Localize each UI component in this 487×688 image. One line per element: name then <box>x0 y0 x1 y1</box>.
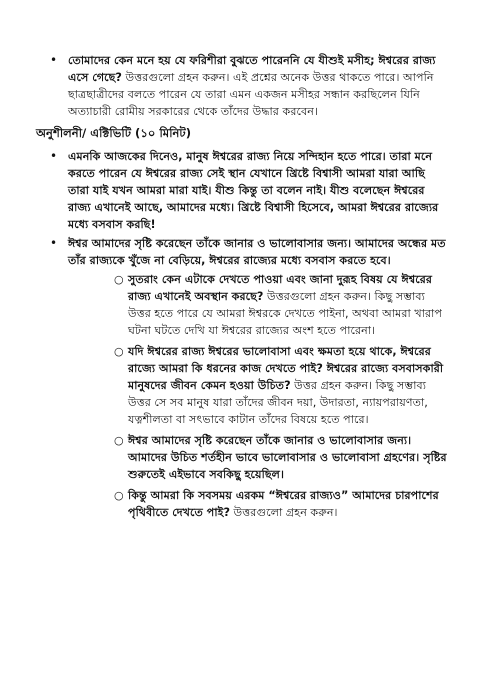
answer-note: উত্তরগুলো গ্রহন করুন। এই প্রশ্নের অনেক উত্তর থাকতে পারে। আপনি ছাত্রছাত্রীদের বলতে পারেন যে তারা এমন একজন মসীহর সন্ধান করছিলেন যিনি অত্যাচারী রোমীয় সরকারের থেকে তাঁদের উদ্ধার করবেন। <box>68 71 434 118</box>
sub-list-item <box>68 271 447 339</box>
activity-bullet-list <box>36 148 447 521</box>
circle-bullet-icon: ○ <box>114 434 124 447</box>
sub-list-item <box>68 432 447 483</box>
bullet-icon: • <box>50 236 58 250</box>
activity-text: ঈশ্বর আমাদের সৃষ্টি করেছেন তাঁকে জানার ও ভালোবাসার জন্য। আমাদের অন্ধের মত তাঁর রাজ্যকে খুঁজে না বেড়িয়ে, ঈশ্বরের রাজ্যের মধ্যে বসবাস করতে হবে। <box>68 237 446 267</box>
answer-note: উত্তরগুলো গ্রহন করুন। <box>229 506 338 519</box>
question-text: সুতরাং কেন এটাকে দেখতে পাওয়া এবং জানা দুরূহ বিষয় যে ঈশ্বরের রাজ্য এখানেই অবস্থান করছে? <box>128 273 433 303</box>
statement-text: ঈশ্বর আমাদের সৃষ্টি করেছেন তাঁকে জানার ও ভালোবাসার জন্য। আমাদের উচিত শর্তহীন ভাবে ভালোবাসার ও ভালোবাসা গ্রহণের। সৃষ্টির শুরুতেই এইভাবে সবকিছু হয়েছিল। <box>128 434 447 481</box>
sub-bullet-list <box>68 271 447 521</box>
bullet-icon: • <box>50 149 58 163</box>
answer-note: উত্তরগুলো গ্রহন করুন। কিছু সম্ভাব্য উত্তর হতে পারে যে আমরা ঈশ্বরকে দেখতে পাইনা, অথবা আমরা খারাপ ঘটনা ঘটতে দেখি যা ঈশ্বরের রাজ্যের অংশ হতে পারেনা। <box>128 290 442 337</box>
answer-note: উত্তর গ্রহন করুন। কিছু সম্ভাব্য উত্তর সে সব মানুষ যারা তাঁদের জীবন দয়া, উদারতা, ন্যায়পরায়ণতা, যত্নশীলতা বা সৎভাবে কাটান তাঁদের বিষয়ে হতে পারে। <box>128 379 428 426</box>
circle-bullet-icon: ○ <box>114 273 124 286</box>
sub-list-item <box>68 343 447 428</box>
activity-text: এমনকি আজকের দিনেও, মানুষ ঈশ্বরের রাজ্য নিয়ে সন্দিহান হতে পারে। তারা মনে করতে পারেন যে ঈশ্বরের রাজ্য সেই স্থান যেখানে খ্রিষ্টে বিশ্বাসী আমরা যারা আছি তারা যাই যখন আমরা মারা যাই। যীশু কিন্তু তা বলেন নাই। যীশু বলেছেন ঈশ্বরের রাজ্য এখানেই আছে, আমাদের মধ্যে। খ্রিষ্টে বিশ্বাসী হিসেবে, আমরা ঈশ্বরের রাজ্যের মধ্যে বসবাস করছি! <box>68 150 439 231</box>
list-item <box>36 148 447 233</box>
question-text: যদি ঈশ্বরের রাজ্য ঈশ্বরের ভালোবাসা এবং ক্ষমতা হয়ে থাকে, ঈশ্বরের রাজ্যে আমরা কি ধরনের কাজ দেখতে পাই? ঈশ্বরের রাজ্যে বসবাসকারী মানুষদের জীবন কেমন হওয়া উচিত? <box>128 345 444 392</box>
circle-bullet-icon: ○ <box>114 345 124 358</box>
activity-heading: অনুশীলনী/ এক্টিভিটি (১০ মিনিট) <box>36 126 192 140</box>
question-text: কিন্তু আমরা কি সবসময় এরকম “ঈশ্বরের রাজ্যও” আমাদের চারপাশের পৃথিবীতে দেখতে পাই? <box>128 489 439 519</box>
list-item <box>36 235 447 521</box>
circle-bullet-icon: ○ <box>114 489 124 502</box>
list-item <box>36 52 447 120</box>
bullet-icon: • <box>50 53 58 67</box>
top-bullet-list <box>36 52 447 120</box>
sub-list-item <box>68 487 447 521</box>
question-text: তোমাদের কেন মনে হয় যে ফরিশীরা বুঝতে পারেননি যে যীশুই মসীহ; ঈশ্বরের রাজ্য এসে গেছে? <box>68 54 436 84</box>
